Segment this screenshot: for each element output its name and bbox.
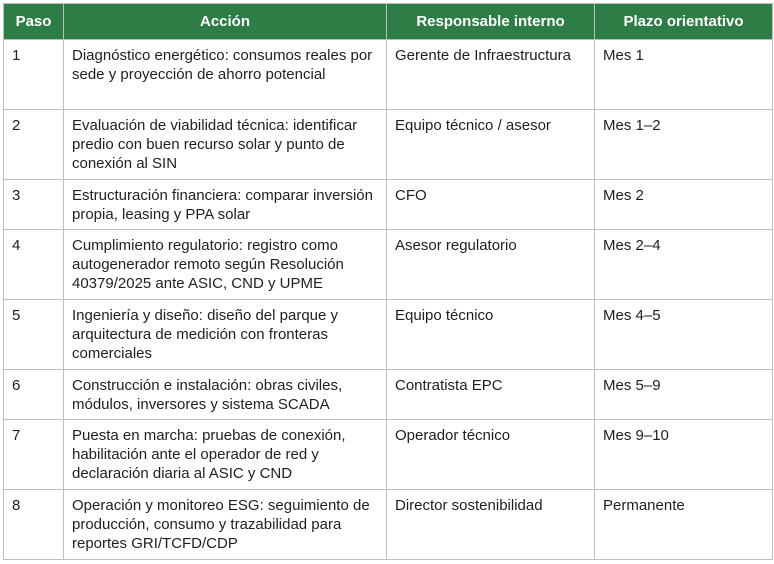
table-row [4, 420, 773, 490]
header-plazo: Plazo orientativo [595, 4, 773, 40]
cell-accion: Ingeniería y diseño: diseño del parque y arquitectura de medición con fronteras comerciales [64, 300, 387, 370]
cell-plazo: Mes 5–9 [595, 370, 773, 420]
header-responsable: Responsable interno [387, 4, 595, 40]
cell-paso: 2 [4, 110, 64, 180]
cell-accion: Estructuración financiera: comparar inversión propia, leasing y PPA solar [64, 180, 387, 230]
cell-responsable: Asesor regulatorio [387, 230, 595, 300]
table-row [4, 300, 773, 370]
cell-accion: Construcción e instalación: obras civiles, módulos, inversores y sistema SCADA [64, 370, 387, 420]
cell-responsable: Equipo técnico [387, 300, 595, 370]
cell-paso: 1 [4, 40, 64, 110]
cell-plazo: Mes 1 [595, 40, 773, 110]
cell-responsable: Gerente de Infraestructura [387, 40, 595, 110]
cell-accion: Puesta en marcha: pruebas de conexión, habilitación ante el operador de red y declaración diaria al ASIC y CND [64, 420, 387, 490]
cell-accion: Operación y monitoreo ESG: seguimiento de producción, consumo y trazabilidad para reportes GRI/TCFD/CDP [64, 490, 387, 560]
cell-responsable: Operador técnico [387, 420, 595, 490]
cell-accion: Cumplimiento regulatorio: registro como autogenerador remoto según Resolución 40379/2025 ante ASIC, CND y UPME [64, 230, 387, 300]
cell-accion: Evaluación de viabilidad técnica: identificar predio con buen recurso solar y punto de conexión al SIN [64, 110, 387, 180]
cell-paso: 4 [4, 230, 64, 300]
table-header [4, 4, 773, 40]
cell-plazo: Mes 4–5 [595, 300, 773, 370]
cell-responsable: Director sostenibilidad [387, 490, 595, 560]
cell-responsable: CFO [387, 180, 595, 230]
table-row [4, 230, 773, 300]
cell-paso: 7 [4, 420, 64, 490]
cell-plazo: Mes 1–2 [595, 110, 773, 180]
cell-accion: Diagnóstico energético: consumos reales por sede y proyección de ahorro potencial [64, 40, 387, 110]
header-paso: Paso [4, 4, 64, 40]
implementation-plan-table [3, 3, 773, 560]
table-row [4, 490, 773, 560]
table-row [4, 40, 773, 110]
cell-paso: 6 [4, 370, 64, 420]
cell-responsable: Equipo técnico / asesor [387, 110, 595, 180]
header-row [4, 4, 773, 40]
table-body [4, 40, 773, 560]
table-row [4, 180, 773, 230]
table-row [4, 110, 773, 180]
cell-paso: 8 [4, 490, 64, 560]
cell-plazo: Mes 9–10 [595, 420, 773, 490]
cell-paso: 5 [4, 300, 64, 370]
cell-plazo: Mes 2–4 [595, 230, 773, 300]
cell-plazo: Permanente [595, 490, 773, 560]
cell-paso: 3 [4, 180, 64, 230]
cell-plazo: Mes 2 [595, 180, 773, 230]
cell-responsable: Contratista EPC [387, 370, 595, 420]
header-accion: Acción [64, 4, 387, 40]
table-row [4, 370, 773, 420]
